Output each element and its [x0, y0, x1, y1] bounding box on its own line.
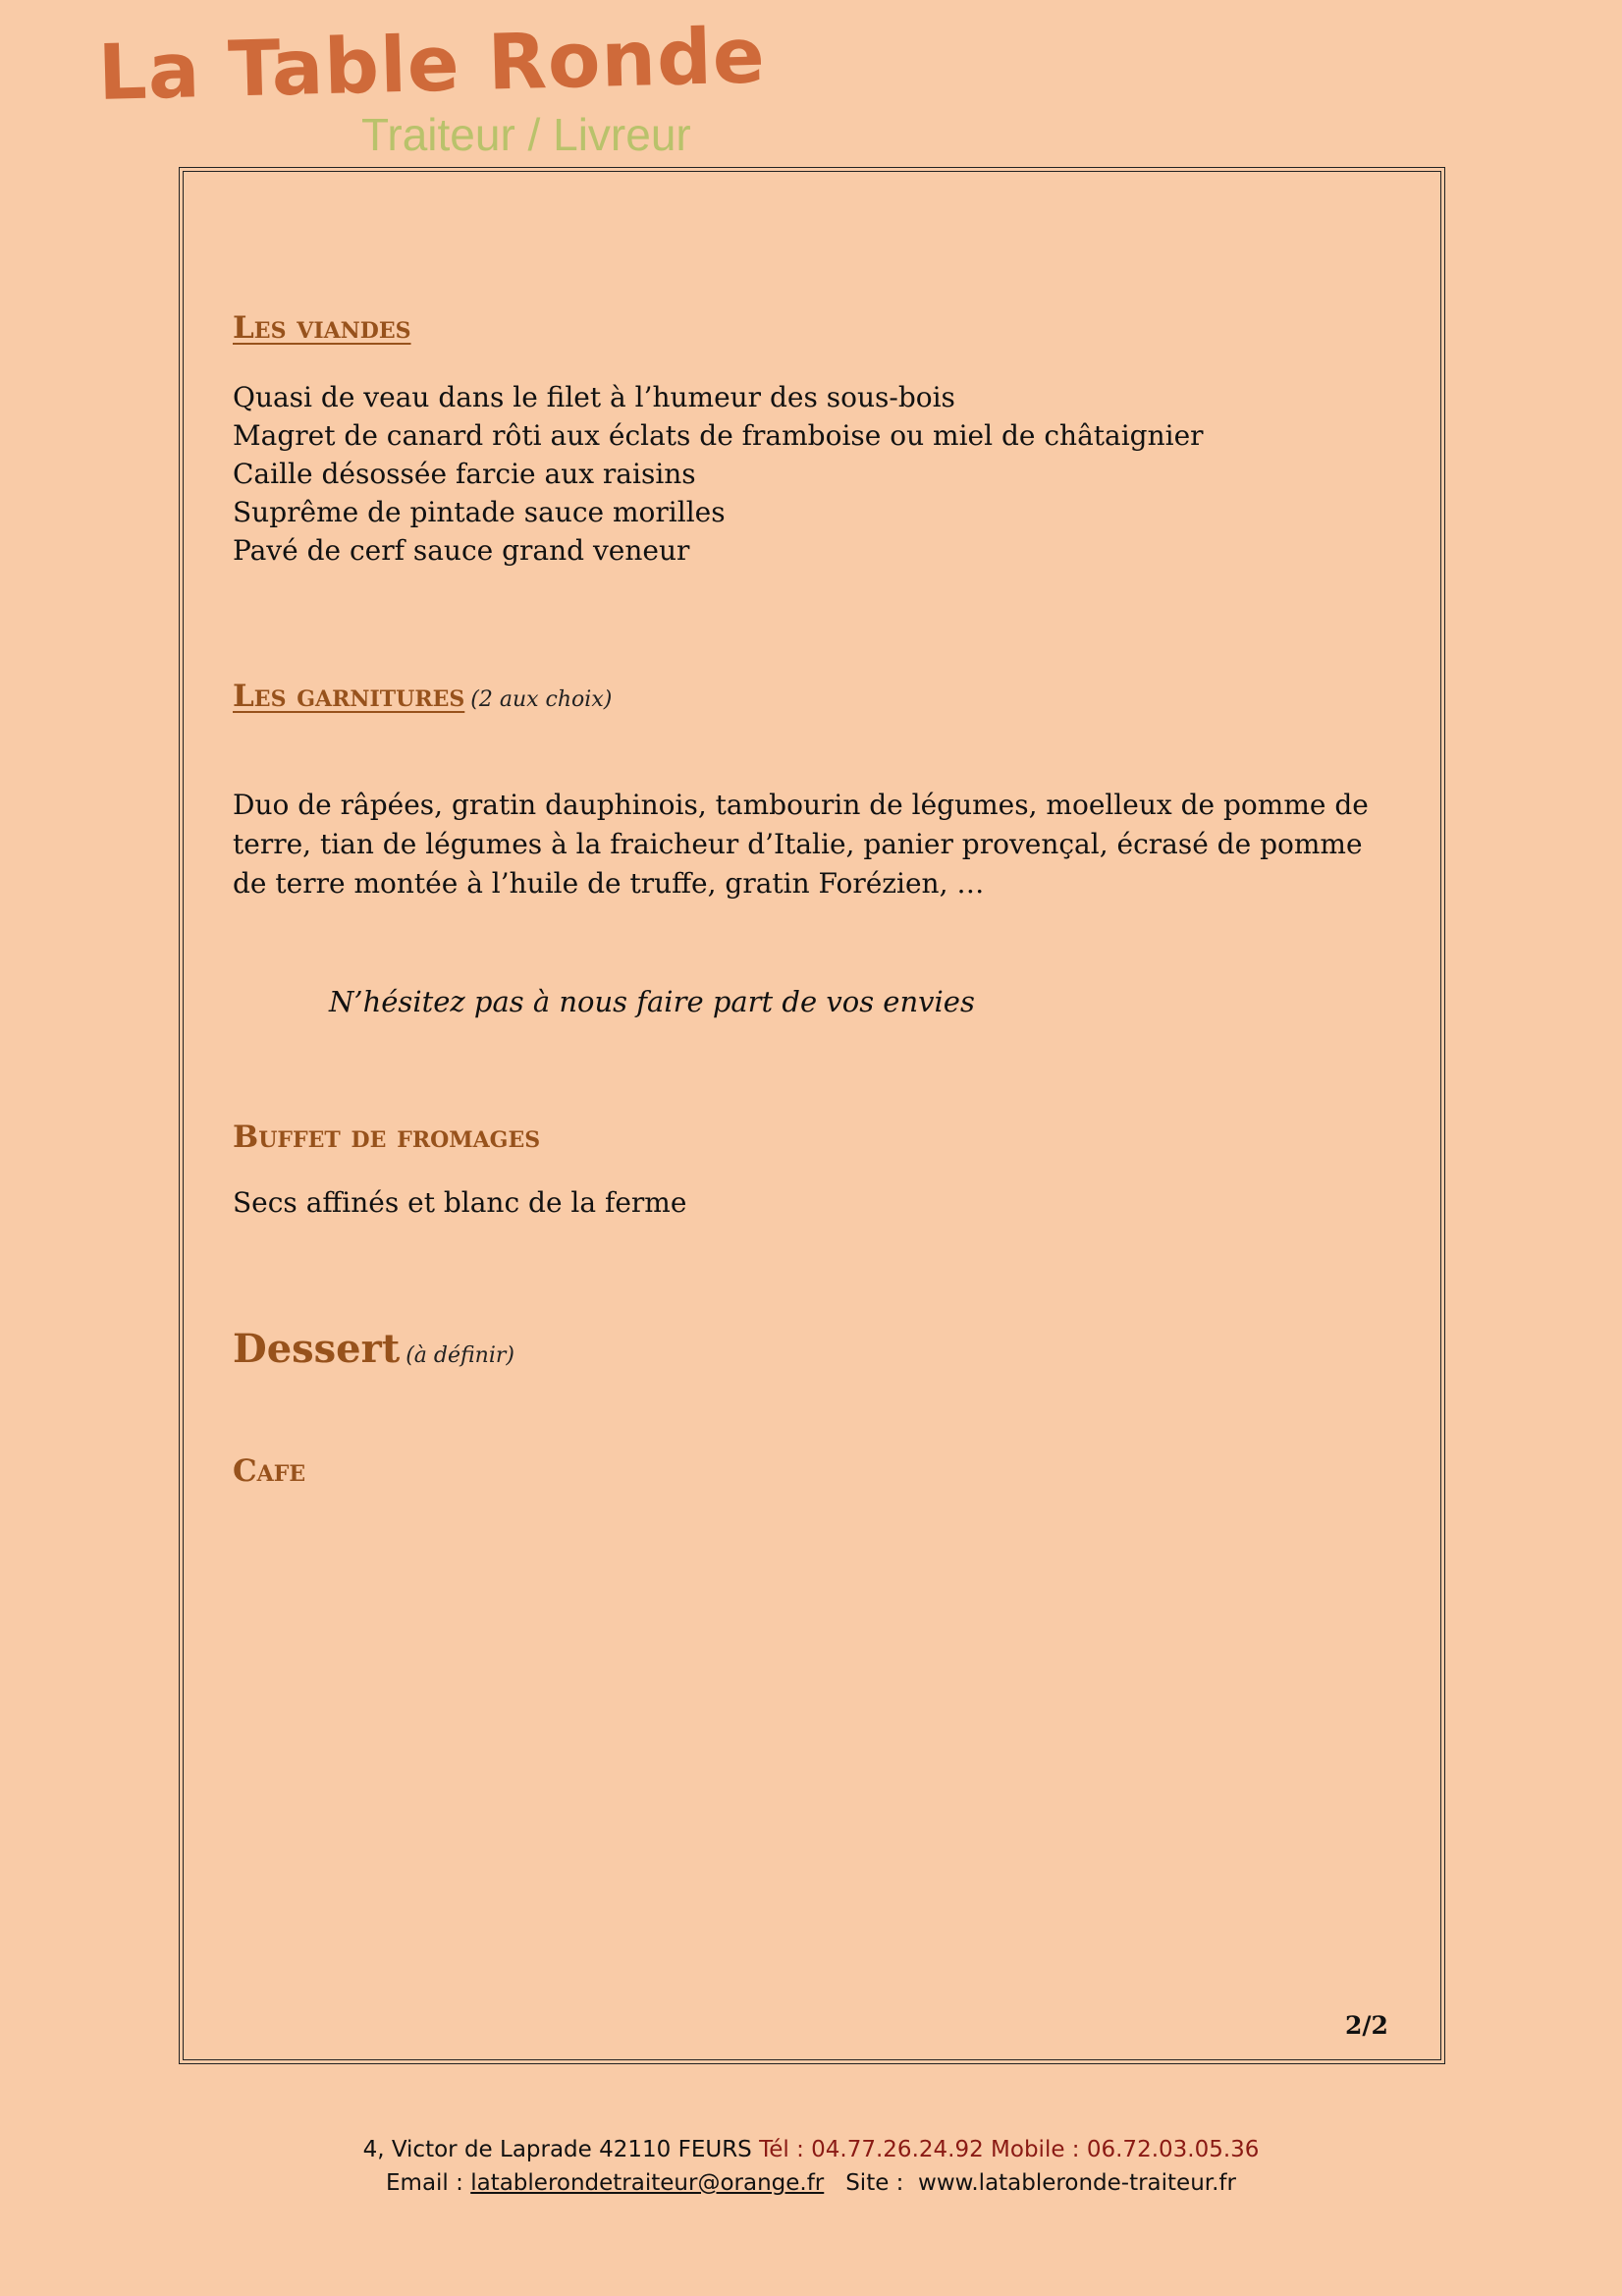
- footer-web-line: [0, 2170, 1622, 2196]
- tagline: N’hésitez pas à nous faire part de vos envies: [329, 985, 975, 1018]
- garnitures-text: Duo de râpées, gratin dauphinois, tambourin de légumes, moelleux de pomme de terre, tian de légumes à la fraicheur d’Italie, panier provençal, écrasé de pomme de terre montée à l’huile de truffe, gratin Forézien, …: [233, 789, 1369, 900]
- page-number: 2/2: [1345, 2011, 1388, 2040]
- logo-title: La Table Ronde: [96, 12, 767, 118]
- footer-email-link[interactable]: latablerondetraiteur@orange.fr: [470, 2170, 825, 2196]
- footer-phone: Tél : 04.77.26.24.92 Mobile : 06.72.03.05.36: [759, 2137, 1260, 2162]
- fromages-text: Secs affinés et blanc de la ferme: [233, 1186, 687, 1219]
- list-item: Pavé de cerf sauce grand veneur: [233, 534, 690, 567]
- section-title-dessert: Dessert (à définir): [233, 1326, 514, 1372]
- dessert-note: (à définir): [406, 1343, 514, 1368]
- footer-site-label: Site :: [845, 2170, 904, 2196]
- section-title-fromages: Buffet de fromages: [233, 1120, 541, 1155]
- footer-address: 4, Victor de Laprade 42110 FEURS: [362, 2137, 752, 2162]
- logo-subtitle: Traiteur / Livreur: [361, 109, 691, 160]
- footer-contact-line: [0, 2137, 1622, 2162]
- viandes-list: [233, 378, 1204, 570]
- list-item: Caille désossée farcie aux raisins: [233, 458, 696, 490]
- section-title-garnitures: Les garnitures (2 aux choix): [233, 679, 613, 714]
- footer-email-label: Email :: [386, 2170, 463, 2196]
- footer-site[interactable]: www.latableronde-traiteur.fr: [918, 2170, 1236, 2196]
- section-title-viandes: Les viandes: [233, 310, 411, 346]
- list-item: Quasi de veau dans le filet à l’humeur des sous-bois: [233, 381, 955, 413]
- garnitures-note: (2 aux choix): [470, 687, 613, 712]
- list-item: Magret de canard rôti aux éclats de framboise ou miel de châtaignier: [233, 419, 1204, 452]
- company-logo: [96, 12, 767, 162]
- section-title-cafe: Cafe: [233, 1453, 306, 1489]
- list-item: Suprême de pintade sauce morilles: [233, 496, 726, 528]
